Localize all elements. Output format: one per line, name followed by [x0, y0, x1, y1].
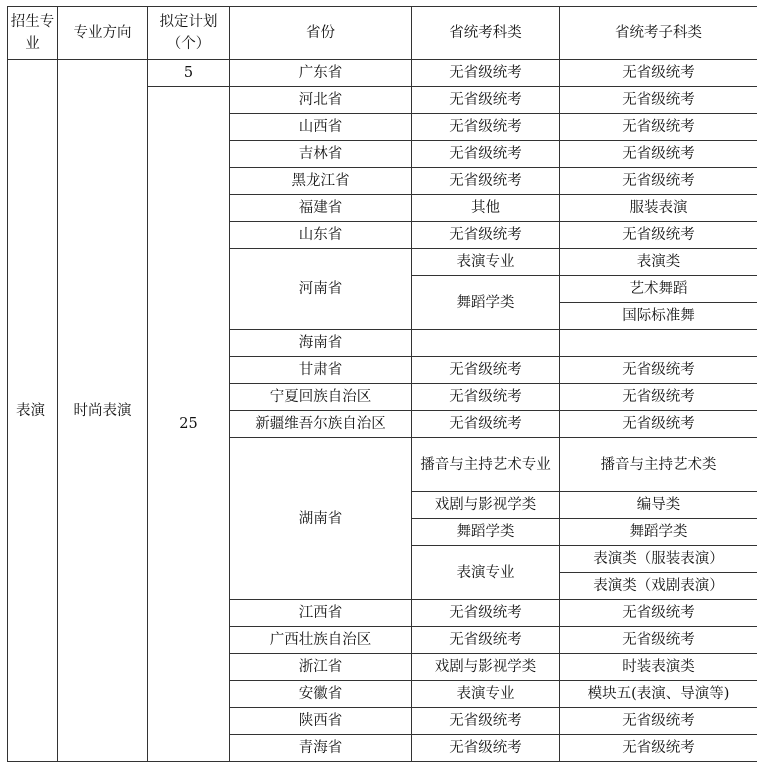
- category-cell: 无省级统考: [412, 141, 560, 168]
- subcategory-cell: 时装表演类: [560, 654, 757, 681]
- category-cell: 舞蹈学类: [412, 519, 560, 546]
- province-cell: 吉林省: [230, 141, 412, 168]
- plan-cell-first: 5: [148, 60, 230, 87]
- category-cell: 戏剧与影视学类: [412, 654, 560, 681]
- subcategory-cell: 舞蹈学类: [560, 519, 757, 546]
- subcategory-cell: 无省级统考: [560, 384, 757, 411]
- plan-cell-rest: 25: [148, 87, 230, 762]
- subcategory-cell: 无省级统考: [560, 87, 757, 114]
- province-cell: 山西省: [230, 114, 412, 141]
- header-province: 省份: [230, 7, 412, 60]
- province-cell: 宁夏回族自治区: [230, 384, 412, 411]
- subcategory-cell: 服装表演: [560, 195, 757, 222]
- header-exam-subcategory: 省统考子科类: [560, 7, 757, 60]
- header-major: 招生专业: [8, 7, 58, 60]
- table-row: [8, 60, 757, 87]
- subcategory-cell: 无省级统考: [560, 141, 757, 168]
- category-cell: 无省级统考: [412, 87, 560, 114]
- category-cell: 表演专业: [412, 681, 560, 708]
- direction-cell: 时尚表演: [58, 60, 148, 762]
- subcategory-cell: 艺术舞蹈: [560, 276, 757, 303]
- subcategory-cell: 播音与主持艺术类: [560, 438, 757, 492]
- subcategory-cell: 表演类: [560, 249, 757, 276]
- subcategory-cell: 无省级统考: [560, 60, 757, 87]
- category-cell: 无省级统考: [412, 600, 560, 627]
- category-cell: 表演专业: [412, 546, 560, 600]
- category-cell: 无省级统考: [412, 114, 560, 141]
- category-cell: 其他: [412, 195, 560, 222]
- subcategory-cell: 国际标准舞: [560, 303, 757, 330]
- subcategory-cell: 无省级统考: [560, 411, 757, 438]
- province-cell: 广西壮族自治区: [230, 627, 412, 654]
- category-cell: 无省级统考: [412, 222, 560, 249]
- major-cell: 表演: [8, 60, 58, 762]
- subcategory-cell: [560, 330, 757, 357]
- subcategory-cell: 无省级统考: [560, 627, 757, 654]
- header-row: [8, 7, 757, 60]
- province-cell: 海南省: [230, 330, 412, 357]
- province-cell: 安徽省: [230, 681, 412, 708]
- subcategory-cell: 无省级统考: [560, 600, 757, 627]
- province-cell: 青海省: [230, 735, 412, 762]
- subcategory-cell: 无省级统考: [560, 114, 757, 141]
- province-cell: 福建省: [230, 195, 412, 222]
- province-cell: 河南省: [230, 249, 412, 330]
- province-cell: 新疆维吾尔族自治区: [230, 411, 412, 438]
- province-cell: 黑龙江省: [230, 168, 412, 195]
- category-cell: 舞蹈学类: [412, 276, 560, 330]
- category-cell: 戏剧与影视学类: [412, 492, 560, 519]
- subcategory-cell: 无省级统考: [560, 735, 757, 762]
- category-cell: 无省级统考: [412, 627, 560, 654]
- subcategory-cell: 编导类: [560, 492, 757, 519]
- category-cell: [412, 330, 560, 357]
- admissions-plan-table: [7, 6, 757, 762]
- province-cell: 浙江省: [230, 654, 412, 681]
- category-cell: 无省级统考: [412, 357, 560, 384]
- category-cell: 无省级统考: [412, 735, 560, 762]
- province-cell: 甘肃省: [230, 357, 412, 384]
- subcategory-cell: 无省级统考: [560, 222, 757, 249]
- category-cell: 无省级统考: [412, 708, 560, 735]
- province-cell: 河北省: [230, 87, 412, 114]
- province-cell: 湖南省: [230, 438, 412, 600]
- province-cell: 陕西省: [230, 708, 412, 735]
- category-cell: 无省级统考: [412, 411, 560, 438]
- category-cell: 无省级统考: [412, 384, 560, 411]
- header-plan: 拟定计划（个）: [148, 7, 230, 60]
- province-cell: 广东省: [230, 60, 412, 87]
- subcategory-cell: 无省级统考: [560, 708, 757, 735]
- province-cell: 山东省: [230, 222, 412, 249]
- subcategory-cell: 表演类（服装表演）: [560, 546, 757, 573]
- header-exam-category: 省统考科类: [412, 7, 560, 60]
- header-direction: 专业方向: [58, 7, 148, 60]
- category-cell: 播音与主持艺术专业: [412, 438, 560, 492]
- subcategory-cell: 模块五(表演、导演等): [560, 681, 757, 708]
- province-cell: 江西省: [230, 600, 412, 627]
- subcategory-cell: 无省级统考: [560, 357, 757, 384]
- subcategory-cell: 表演类（戏剧表演）: [560, 573, 757, 600]
- category-cell: 无省级统考: [412, 168, 560, 195]
- subcategory-cell: 无省级统考: [560, 168, 757, 195]
- category-cell: 表演专业: [412, 249, 560, 276]
- category-cell: 无省级统考: [412, 60, 560, 87]
